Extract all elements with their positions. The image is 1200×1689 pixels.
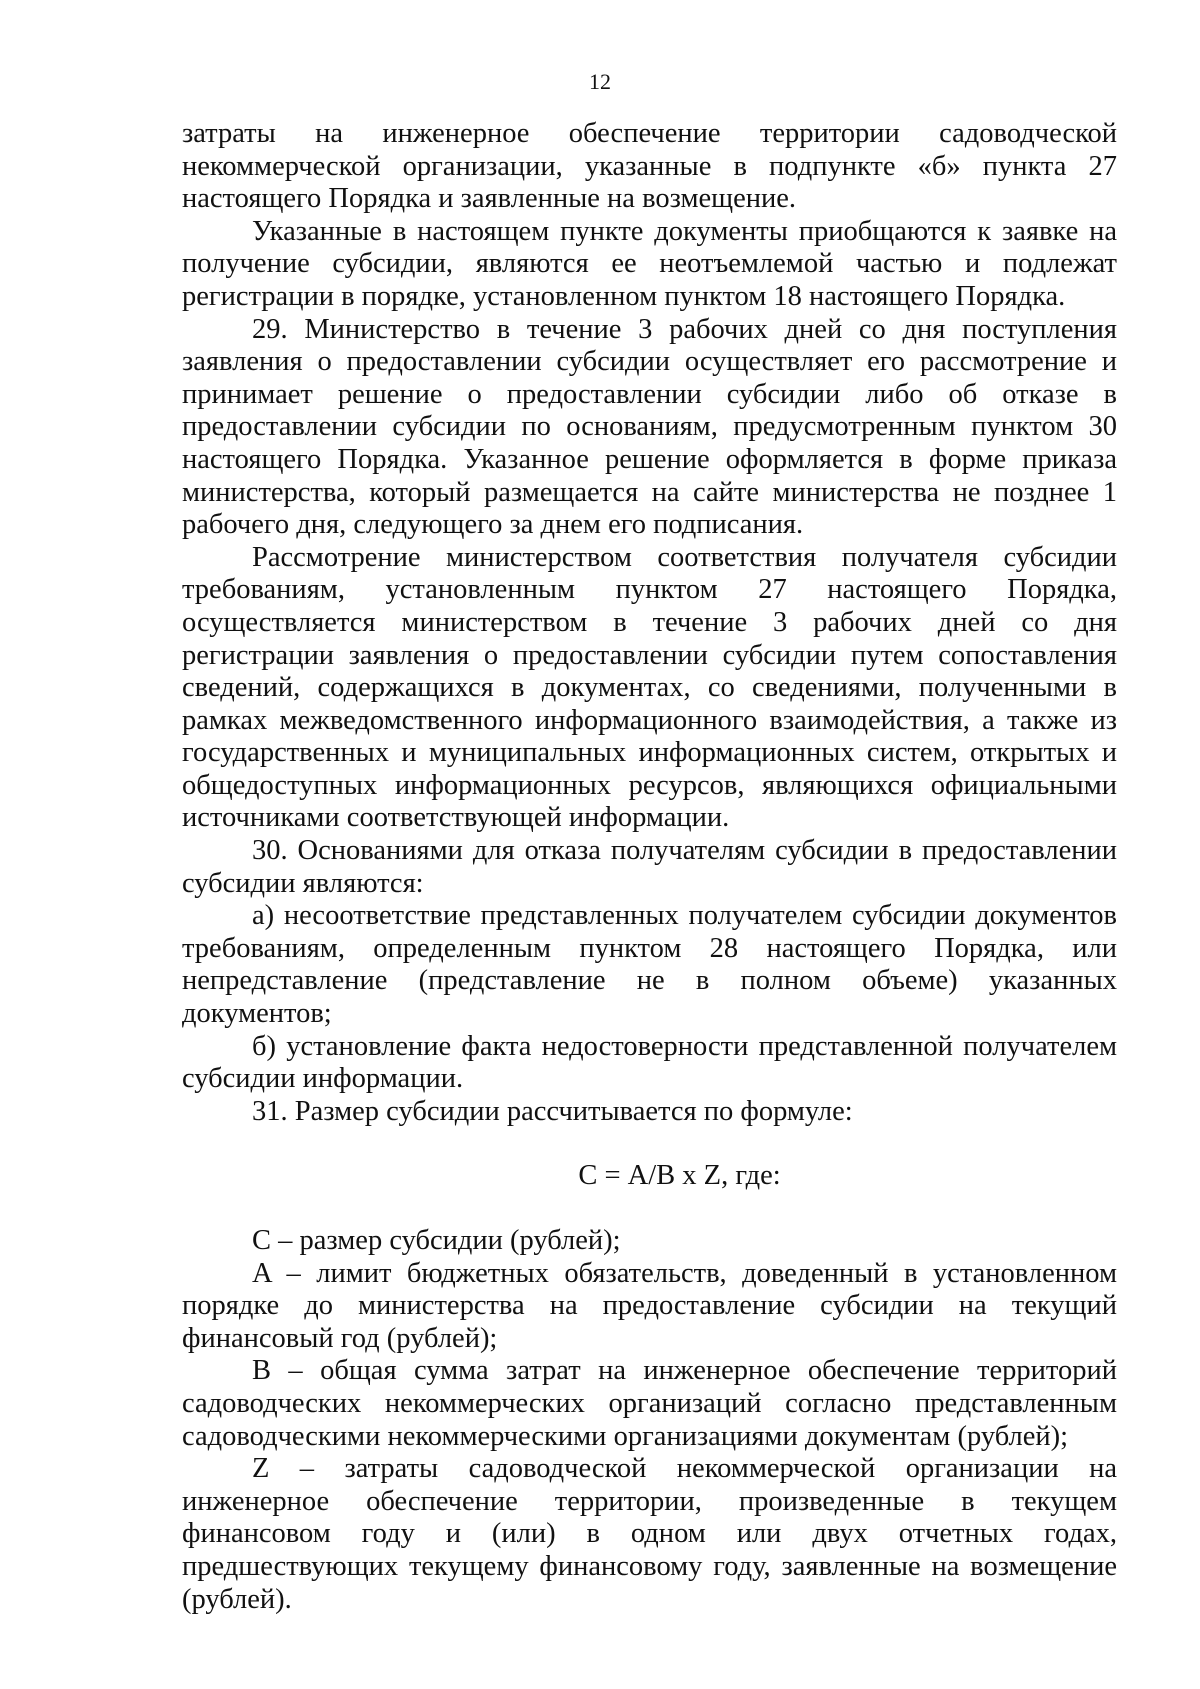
- definition-a: A – лимит бюджетных обязательств, доведенный в установленном порядке до министерства на предоставление субсидии на текущий финансовый год (рублей);: [182, 1257, 1117, 1354]
- definition-b: B – общая сумма затрат на инженерное обеспечение территорий садоводческих некоммерческих организаций согласно представленным садоводческими некоммерческими организациями документам (рублей);: [182, 1355, 1117, 1452]
- paragraph-30: 30. Основаниями для отказа получателям субсидии в предоставлении субсидии являются:: [182, 835, 1117, 899]
- document-body: [182, 118, 1117, 1616]
- paragraph-review: Рассмотрение министерством соответствия получателя субсидии требованиям, установленным пунктом 27 настоящего Порядка, осуществляется министерством в течение 3 рабочих дней со дня регистрации заявления о предоставлении субсидии путем сопоставления сведений, содержащихся в документах, со сведениями, полученными в рамках межведомственного информационного взаимодействия, а также из государственных и муниципальных информационных систем, открытых и общедоступных информационных ресурсов, являющихся официальными источниками соответствующей информации.: [182, 541, 1117, 834]
- formula: С = A/B x Z, где:: [578, 1160, 781, 1192]
- paragraph-31: 31. Размер субсидии рассчитывается по формуле:: [252, 1095, 853, 1127]
- definition-z: Z – затраты садоводческой некоммерческой организации на инженерное обеспечение территории, произведенные в текущем финансовом году и (или) в одном или двух отчетных годах, предшествующих текущему финансовому году, заявленные на возмещение (рублей).: [182, 1453, 1117, 1615]
- paragraph-30-a: а) несоответствие представленных получателем субсидии документов требованиям, определенным пунктом 28 настоящего Порядка, или непредставление (представление не в полном объеме) указанных документов;: [182, 900, 1117, 1030]
- definition-c: С – размер субсидии (рублей);: [252, 1225, 621, 1256]
- page-number: 12: [589, 69, 611, 94]
- paragraph-documents-attached: Указанные в настоящем пункте документы приобщаются к заявке на получение субсидии, являются ее неотъемлемой частью и подлежат регистрации в порядке, установленном пунктом 18 настоящего Порядка.: [182, 215, 1117, 312]
- paragraph-continuation: затраты на инженерное обеспечение территории садоводческой некоммерческой организации, указанные в подпункте «б» пункта 27 настоящего Порядка и заявленные на возмещение.: [182, 118, 1117, 215]
- paragraph-30-b: б) установление факта недостоверности представленной получателем субсидии информации.: [182, 1030, 1117, 1095]
- paragraph-29: 29. Министерство в течение 3 рабочих дней со дня поступления заявления о предоставлении субсидии осуществляет его рассмотрение и принимает решение о предоставлении субсидии либо об отказе в предоставлении субсидии по основаниям, предусмотренным пунктом 30 настоящего Порядка. Указанное решение оформляется в форме приказа министерства, который размещается на сайте министерства не позднее 1 рабочего дня, следующего за днем его подписания.: [182, 313, 1117, 541]
